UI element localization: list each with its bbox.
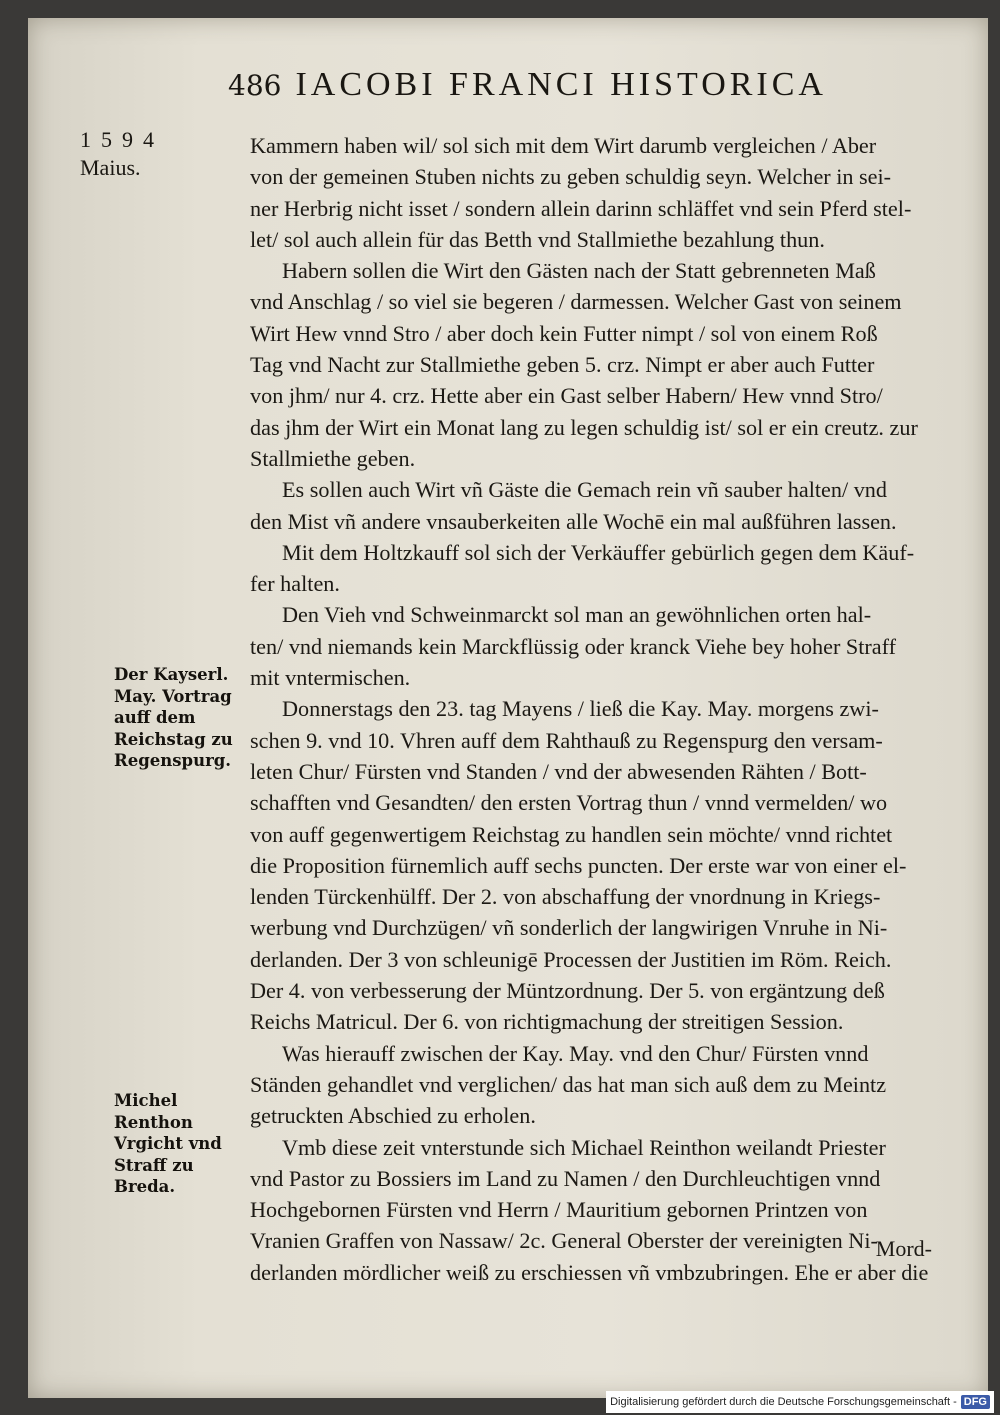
text-line: schen 9. vnd 10. Vhren auff dem Rahthauß zu Regenspurg den versam-: [250, 727, 883, 753]
text-line: Kammern haben wil/ sol sich mit dem Wirt darumb vergleichen / Aber: [250, 133, 877, 158]
text-line: Was hierauff zwischen der Kay. May. vnd den Chur/ Fürsten vnnd: [282, 1040, 869, 1066]
text-line: derlanden. Der 3 von schleunigē Processen der Justitien im Röm. Reich.: [250, 946, 892, 972]
catchword: Mord-: [875, 1236, 932, 1261]
margin-note-renthon: Michel Renthon Vrgicht vnd Straff zu Breda.: [114, 1091, 222, 1196]
text-line: vnd Anschlag / so viel sie begeren / darmessen. Welcher Gast von seinem: [250, 289, 902, 315]
margin-note-reichstag: Der Kayserl. May. Vortrag auff dem Reichstag zu Regenspurg.: [114, 665, 233, 770]
page-number: 486: [228, 69, 282, 102]
text-line: let/ sol auch allein für das Betth vnd Stallmiethe bezahlung thun.: [250, 226, 825, 252]
book-page: [28, 18, 988, 1398]
dfg-logo: DFG: [961, 1395, 990, 1409]
digitization-footer: [606, 1391, 994, 1413]
text-line: das jhm der Wirt ein Monat lang zu legen schuldig ist/ sol er ein creutz. zur: [250, 414, 918, 440]
text-line: leten Chur/ Fürsten vnd Standen / vnd der abwesenden Rähten / Bott-: [250, 758, 867, 784]
text-line: von der gemeinen Stuben nichts zu geben schuldig seyn. Welcher in sei-: [250, 164, 892, 190]
text-line: Ständen gehandlet vnd verglichen/ das hat man sich auß dem zu Meintz: [250, 1071, 887, 1097]
text-line: Reichs Matricul. Der 6. von richtigmachung der streitigen Session.: [250, 1009, 844, 1035]
text-line: Es sollen auch Wirt vñ Gäste die Gemach rein vñ sauber halten/ vnd: [282, 477, 887, 503]
text-line: ten/ vnd niemands kein Marckflüssig oder kranck Viehe bey hoher Straff: [250, 633, 897, 659]
text-line: Der 4. von verbesserung der Müntzordnung. Der 5. von ergäntzung deß: [250, 978, 885, 1004]
text-line: Mit dem Holtzkauff sol sich der Verkäuffer gebürlich gegen dem Käuf-: [282, 539, 915, 565]
year-label: 1594: [80, 127, 164, 152]
page-header: [228, 66, 928, 104]
text-line: Stallmiethe geben.: [250, 445, 416, 471]
text-line: Den Vieh vnd Schweinmarckt sol man an gewöhnlichen orten hal-: [282, 602, 872, 628]
text-line: lenden Türckenhülff. Der 2. von abschaffung der vnordnung in Kriegs-: [250, 884, 881, 910]
text-line: mit vntermischen.: [250, 665, 411, 691]
text-line: derlanden mördlicher weiß zu erschiessen vñ vmbzubringen. Ehe er aber die: [250, 1259, 929, 1285]
text-line: den Mist vñ andere vnsauberkeiten alle Wochē ein mal außführen lassen.: [250, 508, 897, 534]
text-line: Wirt Hew vnnd Stro / aber doch kein Futter nimpt / sol von einem Roß: [250, 320, 878, 346]
text-line: von auff gegenwertigem Reichstag zu handlen sein möchte/ vnnd richtet: [250, 821, 893, 847]
text-line: Vranien Graffen von Nassaw/ 2c. General Oberster der vereinigten Ni-: [250, 1228, 878, 1254]
year-margin-note: [80, 126, 210, 182]
month-label: Maius.: [80, 155, 141, 180]
text-line: die Proposition fürnemlich auff sechs puncten. Der erste war von einer el-: [250, 852, 907, 878]
running-title: IACOBI FRANCI HISTORICA: [295, 66, 827, 103]
text-line: schafften vnd Gesandten/ den ersten Vortrag thun / vnnd vermelden/ wo: [250, 790, 888, 816]
text-line: Donnerstags den 23. tag Mayens / ließ die Kay. May. morgens zwi-: [282, 696, 879, 722]
text-line: Habern sollen die Wirt den Gästen nach der Statt gebrenneten Maß: [282, 258, 876, 284]
text-line: werbung vnd Durchzügen/ vñ sonderlich der langwirigen Vnruhe in Ni-: [250, 915, 888, 941]
text-line: vnd Pastor zu Bossiers im Land zu Namen / den Durchleuchtigen vnnd: [250, 1165, 881, 1191]
text-line: Tag vnd Nacht zur Stallmiethe geben 5. crz. Nimpt er aber auch Futter: [250, 352, 875, 378]
body-text: [250, 130, 972, 1288]
text-line: von jhm/ nur 4. crz. Hette aber ein Gast selber Habern/ Hew vnnd Stro/: [250, 383, 883, 409]
text-line: Hochgebornen Fürsten vnd Herrn / Mauritium gebornen Printzen von: [250, 1197, 868, 1223]
text-line: Vmb diese zeit vnterstunde sich Michael Reinthon weilandt Priester: [282, 1134, 886, 1160]
footer-text: Digitalisierung gefördert durch die Deutsche Forschungsgemeinschaft -: [610, 1396, 957, 1408]
text-line: fer halten.: [250, 571, 340, 597]
text-line: getruckten Abschied zu erholen.: [250, 1103, 536, 1129]
text-line: ner Herbrig nicht isset / sondern allein darinn schläffet vnd sein Pferd stel-: [250, 195, 912, 221]
